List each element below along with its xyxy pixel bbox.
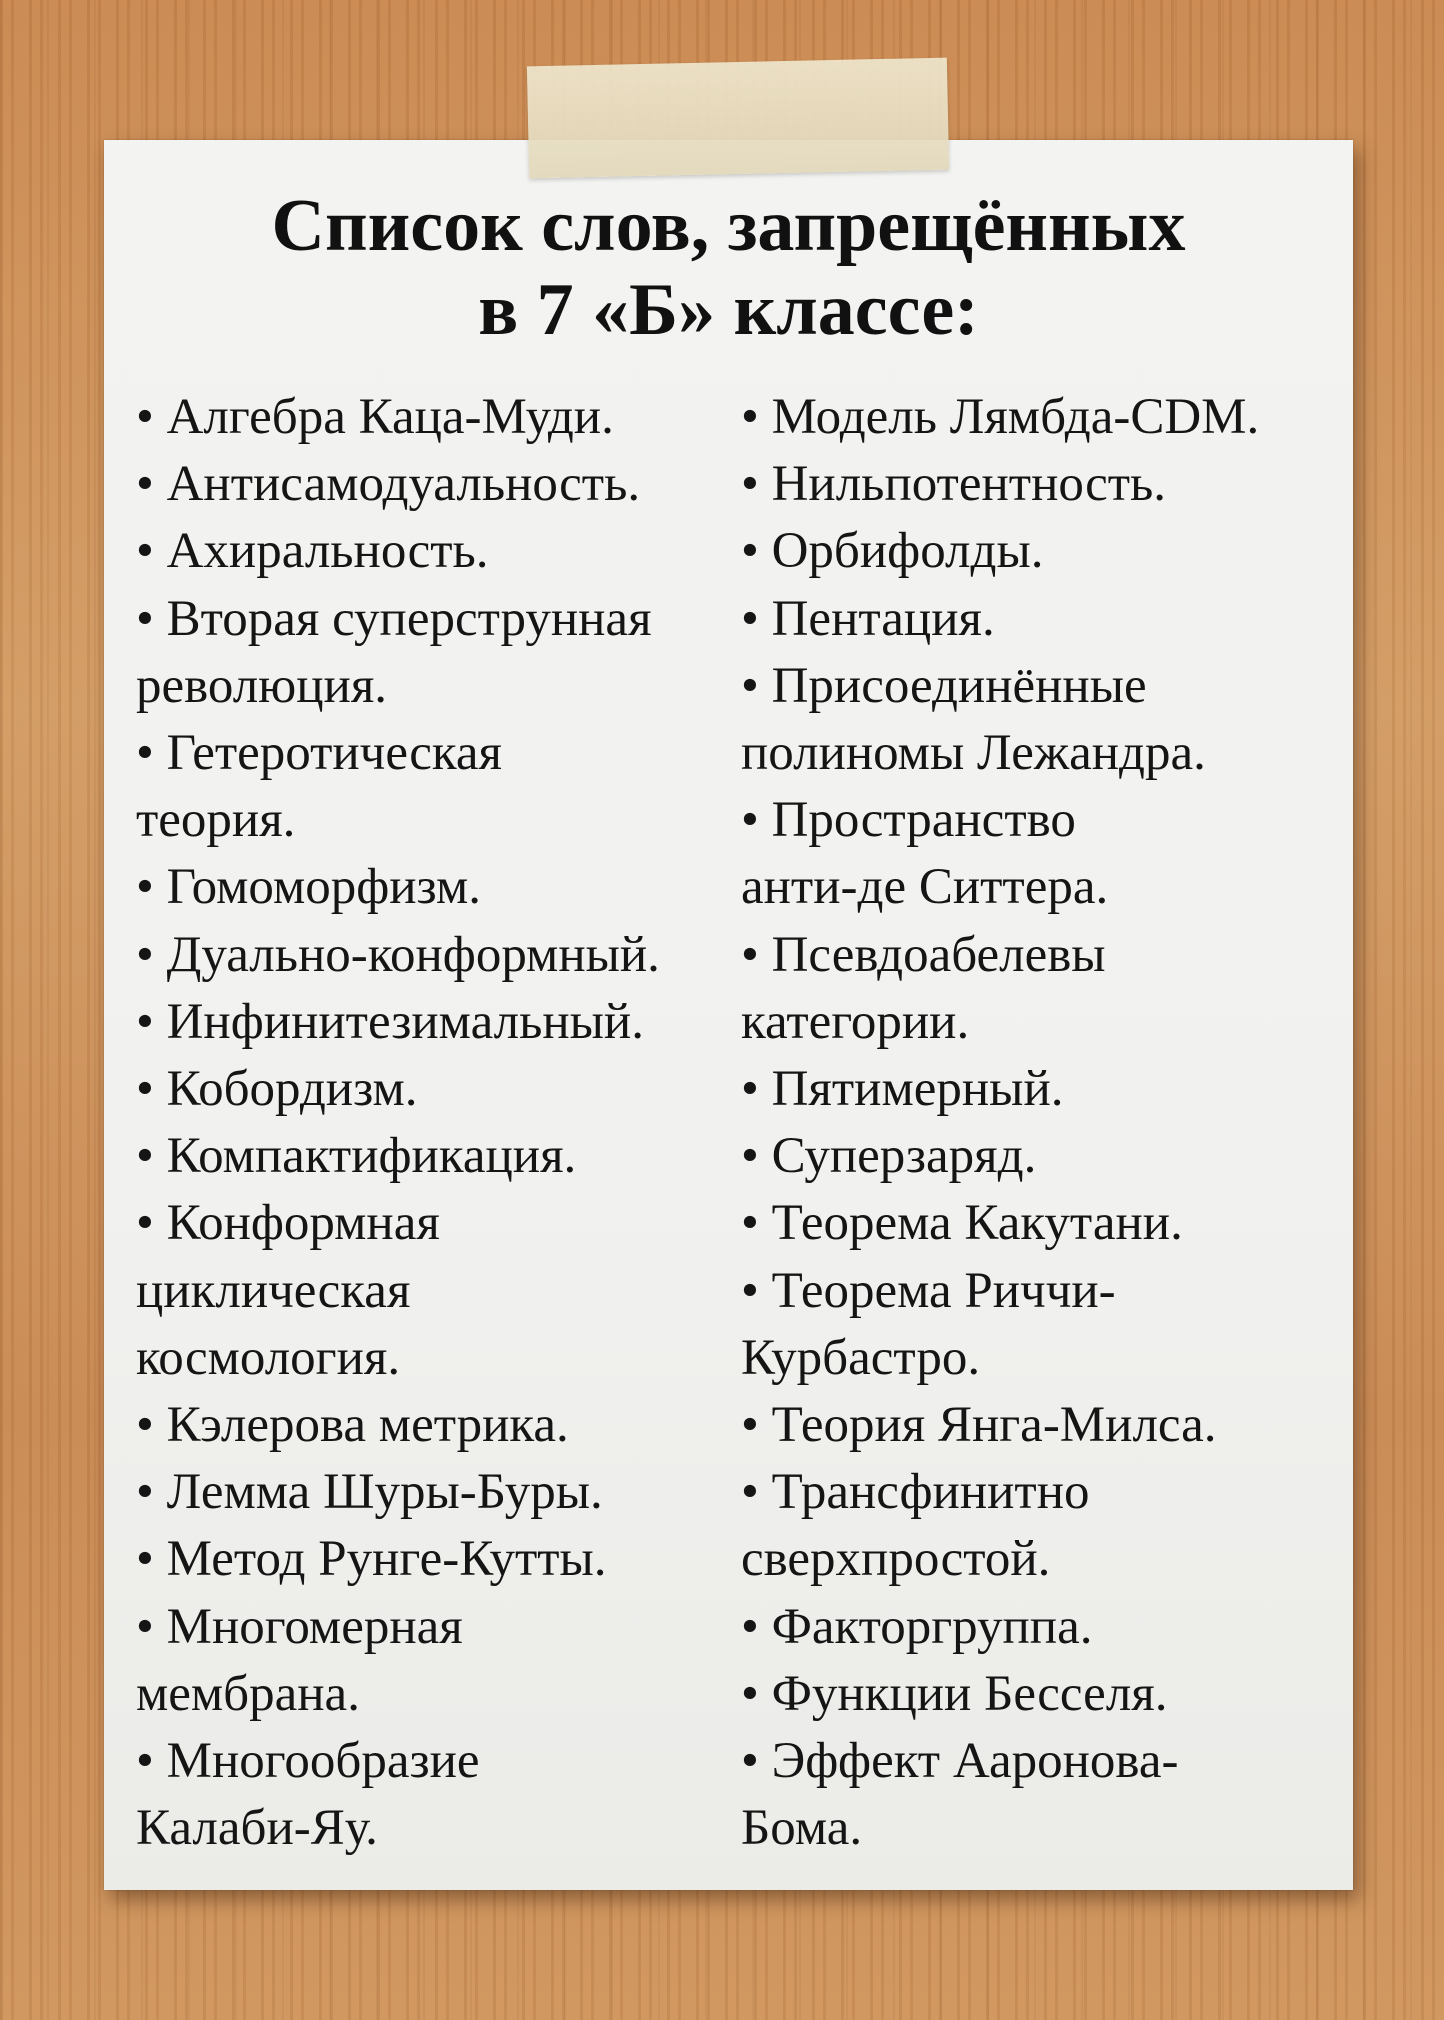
- list-item: [136, 384, 736, 451]
- right-word-list: [741, 384, 1331, 1862]
- list-item: [741, 518, 1331, 585]
- list-item-line: • Лемма Шуры-Буры.: [136, 1464, 603, 1521]
- list-item-line: • Пятимерный.: [741, 1061, 1064, 1118]
- list-item-line: сверхпростой.: [741, 1531, 1051, 1588]
- page-title: [104, 184, 1353, 352]
- list-item-line: • Антисамодуальность.: [136, 456, 641, 513]
- list-item: [136, 720, 736, 854]
- list-item-line: • Псевдоабелевы: [741, 926, 1106, 983]
- list-item: [741, 586, 1331, 653]
- list-item: [136, 1526, 736, 1593]
- list-item: [741, 1594, 1331, 1661]
- list-item-line: • Компактификация.: [136, 1128, 577, 1185]
- list-item-line: • Алгебра Каца-Муди.: [136, 389, 614, 445]
- title-line-1: Список слов, запрещённых: [271, 185, 1186, 267]
- list-item-line: Курбастро.: [741, 1329, 981, 1386]
- list-item: [136, 1459, 736, 1526]
- list-item: [136, 586, 736, 720]
- list-item-line: • Дуально-конформный.: [136, 926, 660, 983]
- list-item: [741, 1661, 1331, 1728]
- list-item: [136, 518, 736, 585]
- list-item: [136, 854, 736, 921]
- list-item-line: • Гомоморфизм.: [136, 859, 481, 916]
- list-item-line: • Орбифолды.: [741, 523, 1044, 580]
- list-item: [136, 1728, 736, 1862]
- list-item: [136, 451, 736, 518]
- list-item: [136, 1392, 736, 1459]
- list-item: [741, 451, 1331, 518]
- list-item-line: полиномы Лежандра.: [741, 725, 1206, 782]
- list-item: [741, 1258, 1331, 1392]
- list-item-line: космология.: [136, 1329, 401, 1386]
- list-item-line: • Теорема Какутани.: [741, 1195, 1183, 1252]
- list-item: [741, 653, 1331, 787]
- list-item: [136, 1190, 736, 1392]
- list-item-line: • Факторгруппа.: [741, 1598, 1093, 1655]
- list-item-line: • Модель Лямбда-CDM.: [741, 389, 1260, 445]
- list-item: [741, 1728, 1331, 1862]
- list-item-line: • Кобордизм.: [136, 1061, 418, 1118]
- list-item: [136, 1123, 736, 1190]
- list-item-line: революция.: [136, 657, 388, 714]
- left-word-list: [136, 384, 736, 1862]
- list-item-line: мембрана.: [136, 1665, 360, 1722]
- list-item-line: • Пространство: [741, 792, 1076, 849]
- list-item-line: категории.: [741, 993, 970, 1050]
- list-item-line: Калаби-Яу.: [136, 1800, 378, 1857]
- list-item-line: • Вторая суперструнная: [136, 590, 652, 647]
- list-item-line: • Присоединённые: [741, 657, 1147, 714]
- list-item: [741, 1056, 1331, 1123]
- list-item-line: циклическая: [136, 1262, 411, 1319]
- list-item-line: • Эффект Ааронова-: [741, 1733, 1179, 1790]
- list-item-line: • Гетеротическая: [136, 725, 502, 782]
- list-item: [741, 384, 1331, 451]
- list-item-line: теория.: [136, 792, 296, 849]
- list-item-line: • Конформная: [136, 1195, 440, 1252]
- list-item: [136, 1594, 736, 1728]
- list-item-line: • Кэлерова метрика.: [136, 1397, 569, 1454]
- list-item: [741, 1459, 1331, 1593]
- list-item-line: • Инфинитезимальный.: [136, 993, 644, 1050]
- list-item-line: анти-де Ситтера.: [741, 859, 1109, 916]
- list-item-line: • Многомерная: [136, 1598, 463, 1655]
- list-item: [741, 922, 1331, 1056]
- list-item-line: • Суперзаряд.: [741, 1128, 1037, 1185]
- list-item-line: Бома.: [741, 1800, 863, 1857]
- list-item: [741, 1123, 1331, 1190]
- adhesive-tape: [527, 58, 949, 179]
- list-item-line: • Теорема Риччи-: [741, 1262, 1116, 1319]
- list-item-line: • Ахиральность.: [136, 523, 489, 580]
- list-item-line: • Функции Бесселя.: [741, 1665, 1168, 1722]
- list-item-line: • Метод Рунге-Кутты.: [136, 1531, 607, 1588]
- list-item: [136, 1056, 736, 1123]
- list-item-line: • Теория Янга-Милса.: [741, 1397, 1217, 1454]
- list-item-line: • Нильпотентность.: [741, 456, 1167, 513]
- list-item-line: • Многообразие: [136, 1733, 480, 1790]
- list-item: [136, 989, 736, 1056]
- list-item-line: • Пентация.: [741, 590, 995, 647]
- title-line-2: в 7 «Б» классе:: [478, 269, 979, 351]
- list-item: [741, 787, 1331, 921]
- list-item: [741, 1190, 1331, 1257]
- list-item: [136, 922, 736, 989]
- list-item: [741, 1392, 1331, 1459]
- list-item-line: • Трансфинитно: [741, 1464, 1090, 1521]
